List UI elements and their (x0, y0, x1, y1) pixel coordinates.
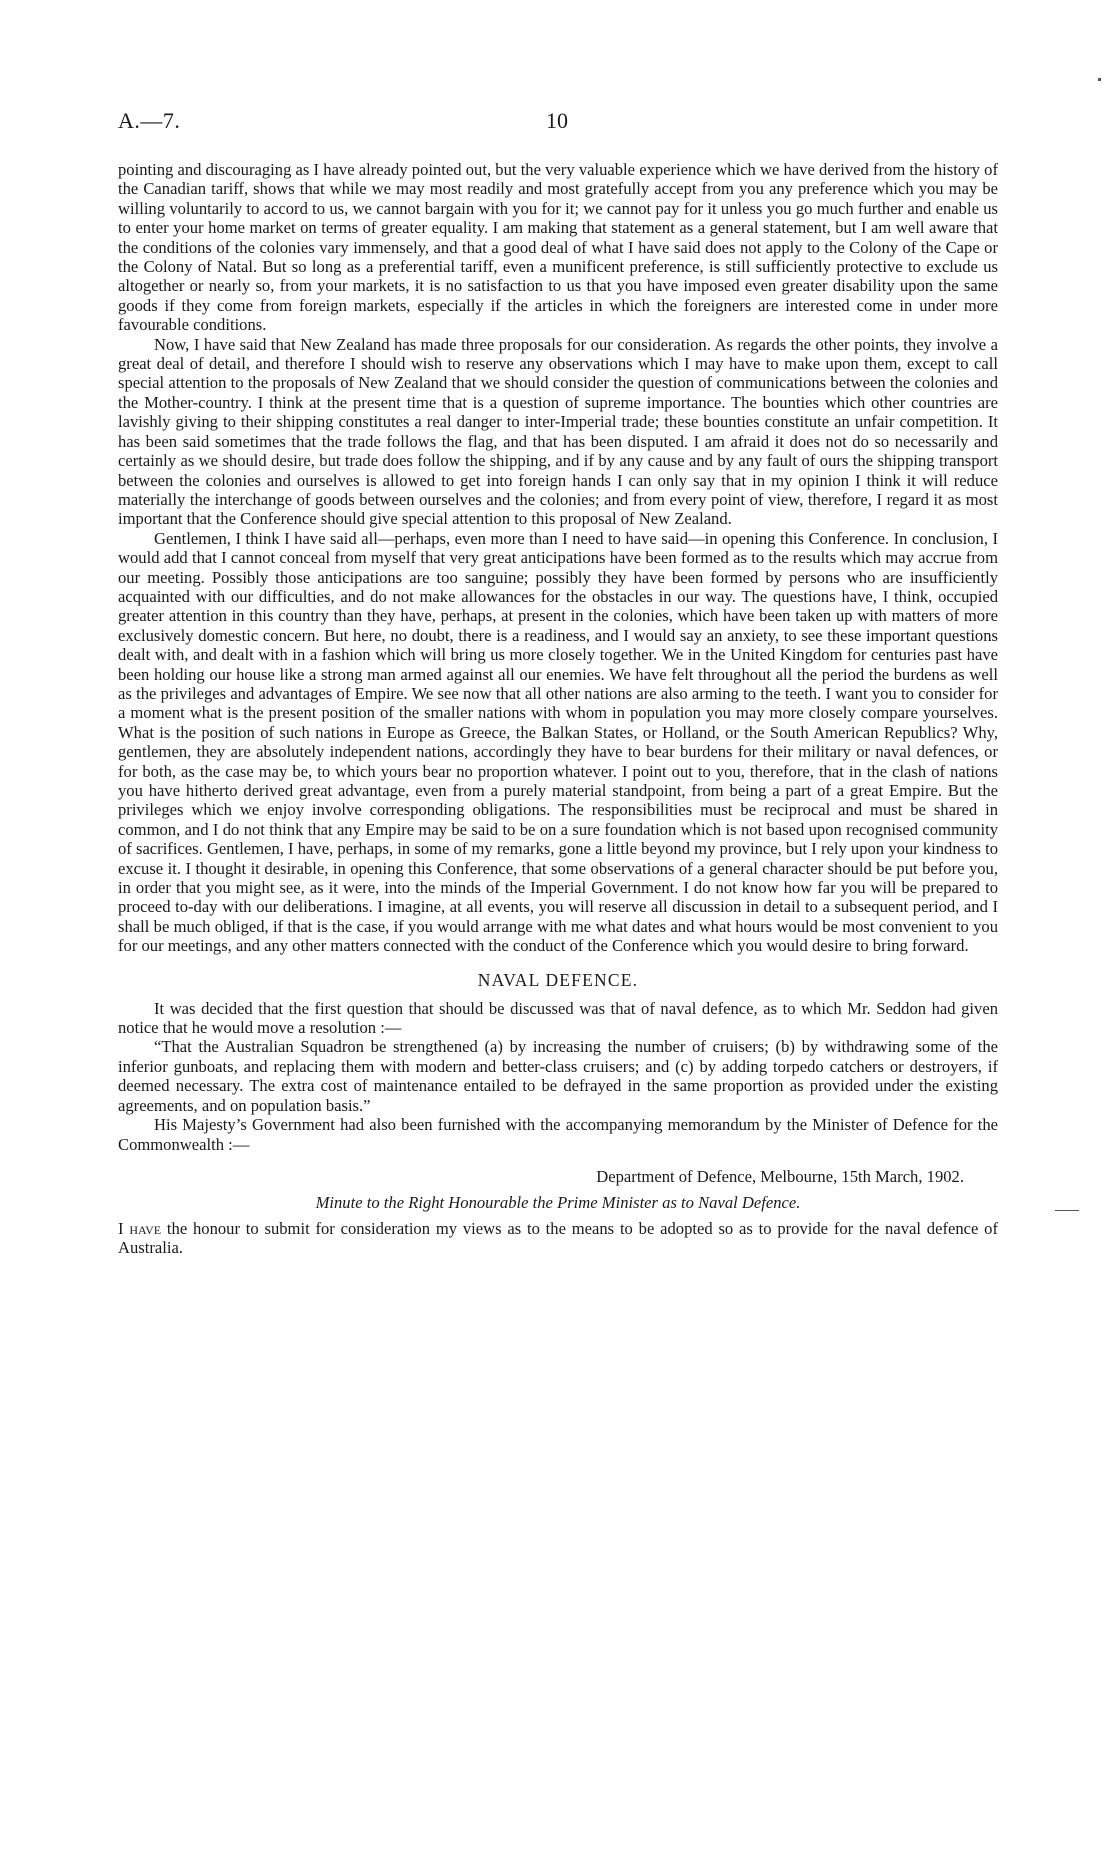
body-paragraph: His Majesty’s Government had also been furnished with the accompanying memorandum by the Minister of Defence for the Commonwealth :— (118, 1115, 998, 1154)
opening-words: I have (118, 1218, 162, 1238)
document-id: A.—7. (118, 108, 181, 133)
resolution-quote: “That the Australian Squadron be strengthened (a) by increasing the number of cruisers; (b) by withdrawing some of the inferior gunboats, and replacing them with modern and better-class cruisers; and (c) by adding torpedo catchers or destroyers, if deemed necessary. The extra cost of maintenance entailed to be defrayed in the same proportion as provided under the existing agreements, and on population basis.” (118, 1037, 998, 1115)
page-number: 10 (546, 108, 568, 133)
memo-opening-paragraph (118, 1219, 998, 1258)
body-paragraph: Gentlemen, I think I have said all—perhaps, even more than I need to have said—in opening this Conference. In conclusion, I would add that I cannot conceal from myself that very great anticipations have been formed as to the results which may accrue from our meeting. Possibly those anticipations are too sanguine; possibly they have been formed by persons who are insufficiently acquainted with our difficulties, and do not make allowances for the obstacles in our way. The questions have, I think, occupied greater attention in this country than they have, perhaps, at present in the colonies, which have been taken up with matters of more exclusively domestic concern. But here, no doubt, there is a readiness, and I would say an anxiety, to see these important questions dealt with, and dealt with in a fashion which will bring us more closely together. We in the United Kingdom for centuries past have been holding our house like a strong man armed against all our enemies. We have felt throughout all the period the burdens as well as the privileges and advantages of Empire. We see now that all other nations are also arming to the teeth. I want you to consider for a moment what is the present position of the smaller nations with whom in population you may more closely compare yourselves. What is the position of such nations in Europe as Greece, the Balkan States, or Holland, or the South American Republics? Why, gentlemen, they are absolutely independent nations, accordingly they have to bear burdens for their military or naval defences, or for both, as the case may be, to which yours bear no proportion whatever. I point out to you, therefore, that in the clash of nations you have hitherto derived great advantage, even from a purely material standpoint, from being a part of a great Empire. But the privileges which we enjoy involve corresponding obligations. The responsibilities must be reciprocal and must be shared in common, and I do not think that any Empire may be said to be on a sure foundation which is not based upon recognised community of sacrifices. Gentlemen, I have, perhaps, in some of my remarks, gone a little beyond my province, but I rely upon your kindness to excuse it. I thought it desirable, in opening this Conference, that some observations of a general character should be put before you, in order that you might see, as it were, into the minds of the Imperial Government. I do not know how far you will be prepared to proceed to-day with our deliberations. I imagine, at all events, you will reserve all discussion in detail to a subsequent period, and I shall be much obliged, if that is the case, if you would arrange with me what dates and what hours would be most convenient to you for our meetings, and any other matters connected with the conduct of the Conference which you would desire to bring forward. (118, 528, 998, 956)
body-paragraph: Now, I have said that New Zealand has made three proposals for our consideration. As regards the other points, they involve a great deal of detail, and therefore I should wish to reserve any observations which I may have to make upon them, except to call special attention to the proposals of New Zealand that we should consider the question of communications between the colonies and the Mother-country. I think at the present time that is a question of supreme importance. The bounties which other countries are lavishly giving to their shipping constitutes a real danger to inter-Imperial trade; these bounties constitute an unfair competition. It has been said sometimes that the trade follows the flag, and that has been disputed. I am afraid it does not do so necessarily and certainly as we should desire, but trade does follow the shipping, and if by any cause and by any fault of ours the shipping transport between the colonies and ourselves is allowed to get into foreign hands I can only say that in my opinion I think it will reduce materially the interchange of goods between ourselves and the colonies; and from every point of view, therefore, I regard it as most important that the Conference should give special attention to this proposal of New Zealand. (118, 334, 998, 529)
document-body (118, 160, 998, 1258)
page-header (118, 108, 998, 138)
body-paragraph: It was decided that the first question that should be discussed was that of naval defence, as to which Mr. Seddon had given notice that he would move a resolution :— (118, 998, 998, 1038)
minute-title: Minute to the Right Honourable the Prime Minister as to Naval Defence. (315, 1192, 801, 1212)
body-paragraph: pointing and discouraging as I have already pointed out, but the very valuable experience which we have derived from the history of the Canadian tariff, shows that while we may most readily and most gratefully accept from you any preference which you may be willing voluntarily to accord to us, we cannot bargain with you for it; we cannot pay for it unless you go much further and enable us to enter your home market on terms of greater equality. I am making that statement as a general statement, but I am well aware that the conditions of the colonies vary immensely, and that a good deal of what I have said does not apply to the Colony of the Cape or the Colony of Natal. But so long as a preferential tariff, even a munificent preference, is still sufficiently protective to exclude us altogether or nearly so, from your markets, it is no satisfaction to us that you have imposed even greater disability upon the same goods if they come from foreign markets, especially if the articles in which the foreigners are interested come in under more favourable conditions. (118, 160, 998, 335)
memo-dateline: Department of Defence, Melbourne, 15th March, 1902. (596, 1166, 964, 1186)
opening-text: the honour to submit for consideration my views as to the means to be adopted so as to provide for the naval defence of Australia. (118, 1218, 998, 1258)
margin-mark (1098, 78, 1101, 81)
section-heading: NAVAL DEFENCE. (477, 969, 639, 990)
margin-mark (1055, 1210, 1079, 1211)
